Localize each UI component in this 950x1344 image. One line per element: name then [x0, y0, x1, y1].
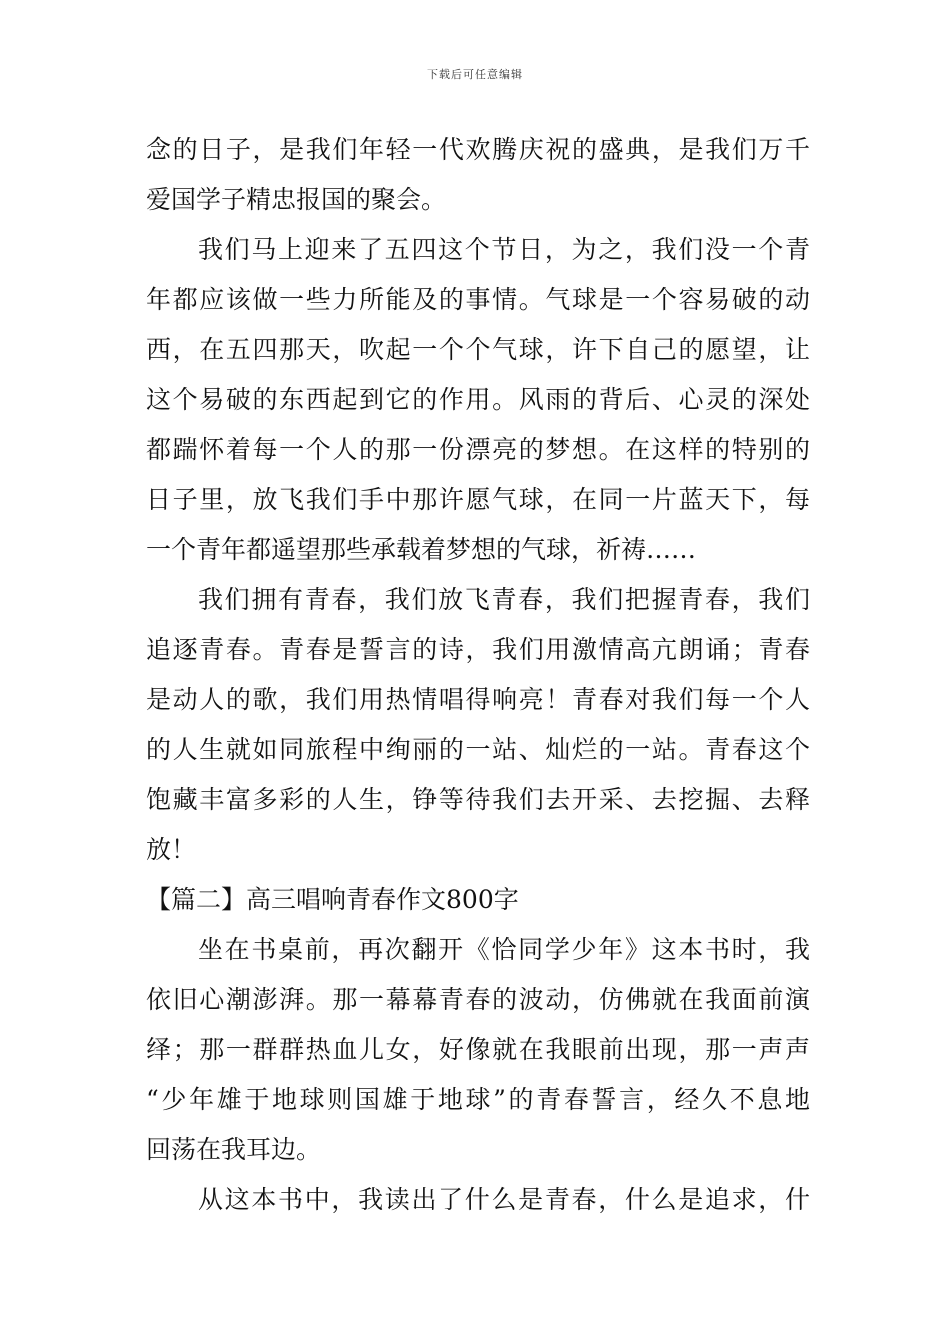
text-line: 爱国学子精忠报国的聚会。: [146, 185, 447, 214]
text-line: 这个易破的东西起到它的作用。风雨的背后、心灵的深处: [146, 385, 810, 414]
text-line: 都踹怀着每一个人的那一份漂亮的梦想。在这样的特别的: [146, 435, 810, 464]
page-header: 下载后可任意编辑: [427, 68, 523, 81]
text-line: 饱藏丰富多彩的人生，铮等待我们去开采、去挖掘、去释: [146, 785, 810, 814]
text-line: 念的日子，是我们年轻一代欢腾庆祝的盛典，是我们万千: [146, 135, 810, 164]
text-line: 绎；那一群群热血儿女，好像就在我眼前出现，那一声声: [146, 1035, 810, 1064]
text-line: 年都应该做一些力所能及的事情。气球是一个容易破的动: [146, 285, 810, 314]
text-line: 西，在五四那天，吹起一个个气球，许下自己的愿望，让: [146, 335, 810, 364]
text-line: 依旧心潮澎湃。那一幕幕青春的波动，仿佛就在我面前演: [146, 985, 810, 1014]
text-line: 的人生就如同旅程中绚丽的一站、灿烂的一站。青春这个: [146, 735, 810, 764]
text-line: “少年雄于地球则国雄于地球”的青春誓言，经久不息地: [146, 1085, 810, 1114]
paragraph-first-line: 坐在书桌前，再次翻开《恰同学少年》这本书时，我: [198, 935, 810, 964]
text-line: 回荡在我耳边。: [146, 1135, 322, 1164]
text-line: 是动人的歌，我们用热情唱得响亮！青春对我们每一个人: [146, 685, 810, 714]
document-body: [146, 125, 810, 1225]
text-line: 追逐青春。青春是誓言的诗，我们用激情高亢朗诵；青春: [146, 635, 810, 664]
text-line: 日子里，放飞我们手中那许愿气球，在同一片蓝天下，每: [146, 485, 810, 514]
paragraph-first-line: 从这本书中，我读出了什么是青春，什么是追求，什: [198, 1185, 810, 1214]
paragraph-first-line: 我们拥有青春，我们放飞青春，我们把握青春，我们: [198, 585, 810, 614]
text-line: 一个青年都遥望那些承载着梦想的气球，祈祷……: [146, 535, 697, 564]
section-heading: 【篇二】高三唱响青春作文800字: [146, 885, 519, 914]
text-line: 放！: [146, 835, 197, 864]
paragraph-first-line: 我们马上迎来了五四这个节日，为之，我们没一个青: [198, 235, 810, 264]
